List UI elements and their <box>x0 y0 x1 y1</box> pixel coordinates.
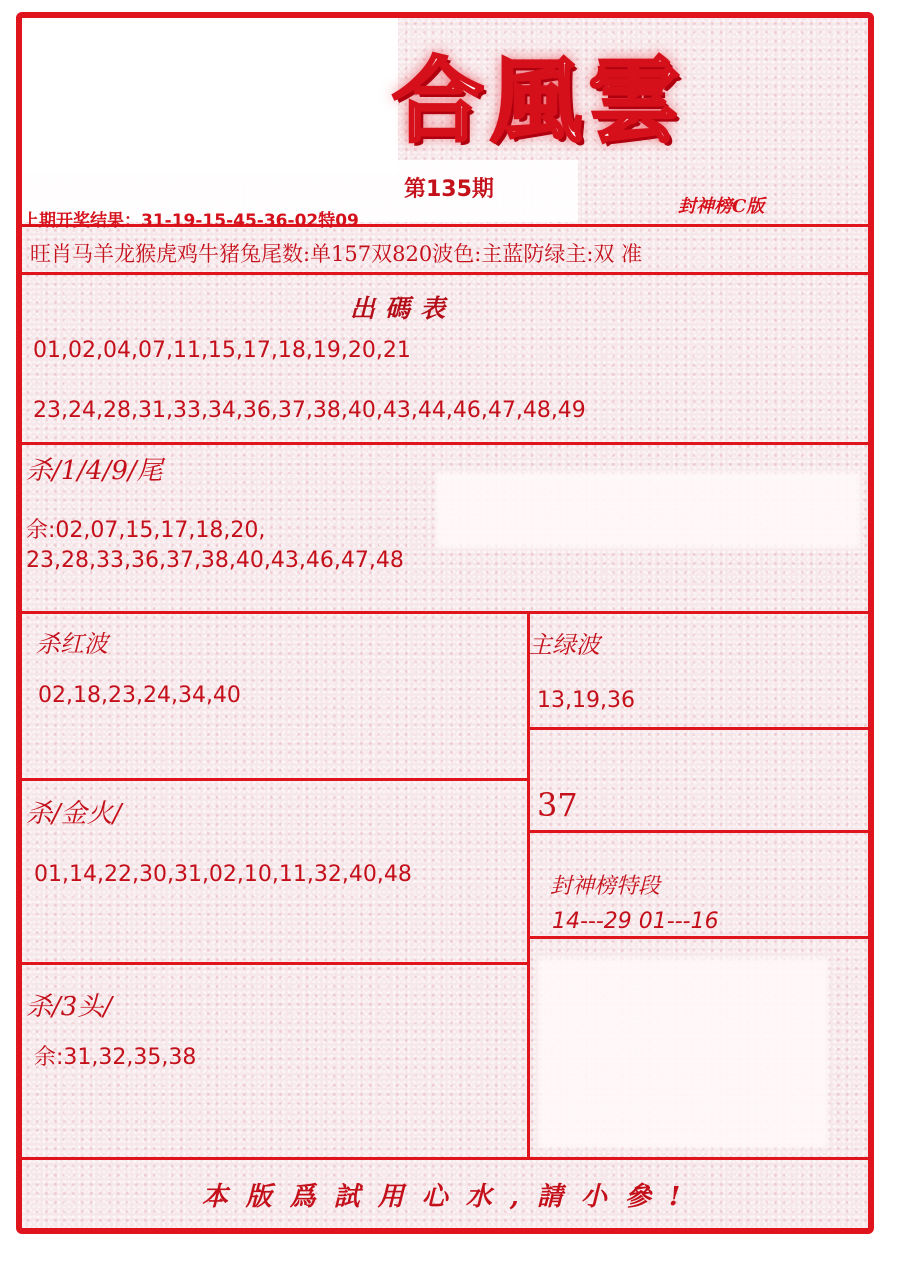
redacted-area-2 <box>538 958 828 1148</box>
number-table-row-2: 23,24,28,31,33,34,36,37,38,40,43,44,46,47,48,49 <box>33 398 586 423</box>
zodiac-line: 旺肖马羊龙猴虎鸡牛猪兔尾数:单157双820波色:主蓝防绿主:双 准 <box>30 242 643 266</box>
number-table-title: 出碼表 <box>350 294 456 323</box>
redacted-area-1 <box>436 472 860 548</box>
footer-note: 本版爲試用心水,請小參! <box>201 1182 699 1212</box>
edition-label: 封神榜C版 <box>678 196 765 217</box>
number-table-row-1: 01,02,04,07,11,15,17,18,19,20,21 <box>33 338 411 363</box>
kill-metal-fire-numbers: 01,14,22,30,31,02,10,11,32,40,48 <box>34 862 412 887</box>
logo-text: 合風雲 <box>392 47 687 155</box>
divider-left-2 <box>22 962 529 965</box>
divider-right-2 <box>529 830 868 833</box>
divider-left-1 <box>22 778 529 781</box>
divider-tail <box>22 611 868 614</box>
last-result: 上期开奖结果：31-19-15-45-36-02特09 <box>22 211 359 231</box>
kill-red-numbers: 02,18,23,24,34,40 <box>38 683 241 708</box>
kill-metal-fire-heading: 杀/金火/ <box>26 799 122 829</box>
divider-zodiac <box>22 272 868 275</box>
kill-tail-line-2: 23,28,33,36,37,38,40,43,46,47,48 <box>26 548 404 573</box>
kill-red-heading: 杀红波 <box>36 630 108 658</box>
divider-right-1 <box>529 727 868 730</box>
special-segment-heading: 封神榜特段 <box>550 874 661 899</box>
divider-right-3 <box>529 936 868 939</box>
logo-mask <box>22 18 398 174</box>
divider-vertical <box>527 611 530 1158</box>
kill-tail-line-1: 余:02,07,15,17,18,20, <box>26 518 266 543</box>
kill-tail-heading: 杀/1/4/9/尾 <box>26 456 163 486</box>
main-green-heading: 主绿波 <box>528 631 600 659</box>
divider-table <box>22 442 868 445</box>
main-green-numbers: 13,19,36 <box>537 688 635 713</box>
kill-heads-numbers: 余:31,32,35,38 <box>34 1045 197 1070</box>
single-number: 37 <box>537 786 578 824</box>
issue-number: 第135期 <box>404 177 494 202</box>
special-segment-value: 14---29 01---16 <box>552 909 719 934</box>
divider-footer <box>22 1157 868 1160</box>
kill-heads-heading: 杀/3头/ <box>26 992 113 1022</box>
